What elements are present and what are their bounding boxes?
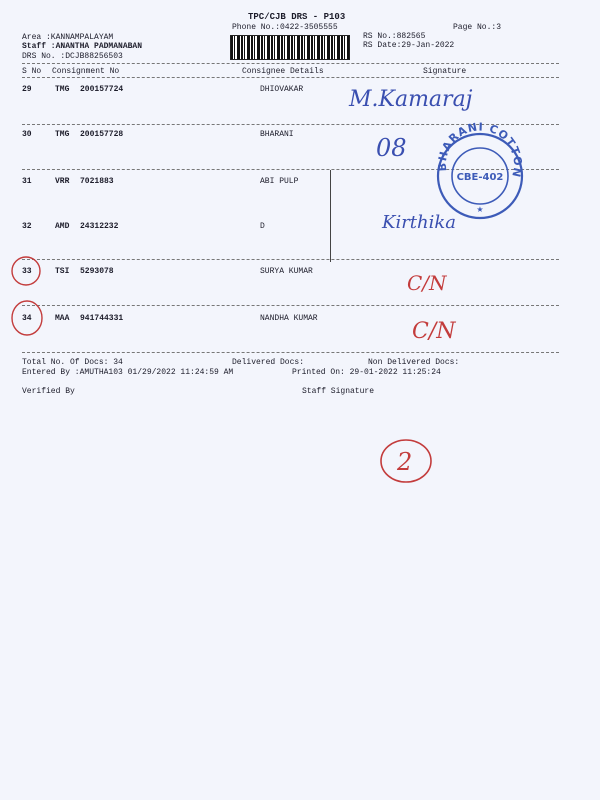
- red-circle-mark-34: [8, 298, 48, 338]
- col-sno: S No: [22, 67, 42, 76]
- rs-date: RS Date:29-Jan-2022: [363, 41, 455, 50]
- document-title: TPC/CJB DRS - P103: [248, 12, 346, 22]
- row-divider: [22, 259, 559, 260]
- stamp-name: BHARANI COTTON MILLS: [424, 120, 525, 180]
- row-sno: 31: [22, 177, 32, 186]
- row-consignee: BHARANI: [260, 130, 294, 139]
- verified-by: Verified By: [22, 387, 75, 396]
- row-prefix: VRR: [55, 177, 70, 186]
- signature-kirthika-text: Kirthika: [382, 212, 457, 233]
- stamp-code: CBE-402: [456, 172, 504, 183]
- row-consignment: 7021883: [80, 177, 114, 186]
- row-prefix: TSI: [55, 267, 70, 276]
- col-signature: Signature: [423, 67, 467, 76]
- page-number: Page No.:3: [453, 23, 502, 32]
- delivered-docs: Delivered Docs:: [232, 358, 305, 367]
- row-sno: 30: [22, 130, 32, 139]
- non-delivered-docs: Non Delivered Docs:: [368, 358, 460, 367]
- handdrawn-bracket-line: [330, 170, 331, 262]
- row-divider: [22, 352, 559, 353]
- row-prefix: TMG: [55, 85, 70, 94]
- row-sno: 29: [22, 85, 32, 94]
- cn-mark-34-text: C/N: [412, 319, 456, 344]
- row-consignee: D: [260, 222, 265, 231]
- row-prefix: TMG: [55, 130, 70, 139]
- header-divider-bottom: [22, 77, 559, 78]
- row-consignee: SURYA KUMAR: [260, 267, 313, 276]
- header-divider-top: [22, 63, 559, 64]
- stamp-star-icon: ★: [476, 205, 484, 214]
- row-consignee: ABI PULP: [260, 177, 299, 186]
- signature-kirthika: [378, 208, 488, 238]
- row-sno: 34: [22, 314, 32, 323]
- row-sno: 33: [22, 267, 32, 276]
- row-consignee: NANDHA KUMAR: [260, 314, 318, 323]
- col-consignee: Consignee Details: [242, 67, 324, 76]
- area-label: Area :KANNAMPALAYAM: [22, 33, 114, 42]
- company-stamp: [424, 120, 530, 220]
- row-consignment: 5293078: [80, 267, 114, 276]
- row-divider: [22, 124, 559, 125]
- row-prefix: MAA: [55, 314, 70, 323]
- signature-08-text: 08: [376, 134, 407, 162]
- row-consignment: 200157724: [80, 85, 124, 94]
- row-sno: 32: [22, 222, 32, 231]
- signature-kamaraj-text: M.Kamaraj: [349, 87, 473, 112]
- signature-kamaraj: [345, 82, 475, 114]
- row-consignment: 941744331: [80, 314, 124, 323]
- cn-mark-33: [405, 268, 465, 298]
- phone-number: Phone No.:0422-3505555: [232, 23, 338, 32]
- staff-signature-label: Staff Signature: [302, 387, 375, 396]
- row-consignee: DHIOVAKAR: [260, 85, 304, 94]
- signature-08: [372, 130, 422, 164]
- col-consignment: Consignment No: [52, 67, 120, 76]
- row-divider: [22, 305, 559, 306]
- printed-on: Printed On: 29-01-2022 11:25:24: [292, 368, 441, 377]
- entered-by: Entered By :AMUTHA103 01/29/2022 11:24:59 AM: [22, 368, 234, 377]
- staff-label: Staff :ANANTHA PADMANABAN: [22, 42, 143, 51]
- rs-number: RS No.:882565: [363, 32, 426, 41]
- total-docs: Total No. Of Docs: 34: [22, 358, 123, 367]
- cn-mark-33-text: C/N: [407, 271, 447, 295]
- row-consignment: 24312232: [80, 222, 119, 231]
- row-consignment: 200157728: [80, 130, 124, 139]
- cn-mark-34: [410, 314, 470, 344]
- barcode: [230, 35, 350, 60]
- red-circled-number: [378, 436, 438, 486]
- red-circle-mark-33: [8, 254, 48, 288]
- red-circled-number-text: 2: [397, 448, 413, 476]
- drs-number: DRS No. :DCJB88256503: [22, 52, 123, 61]
- row-prefix: AMD: [55, 222, 70, 231]
